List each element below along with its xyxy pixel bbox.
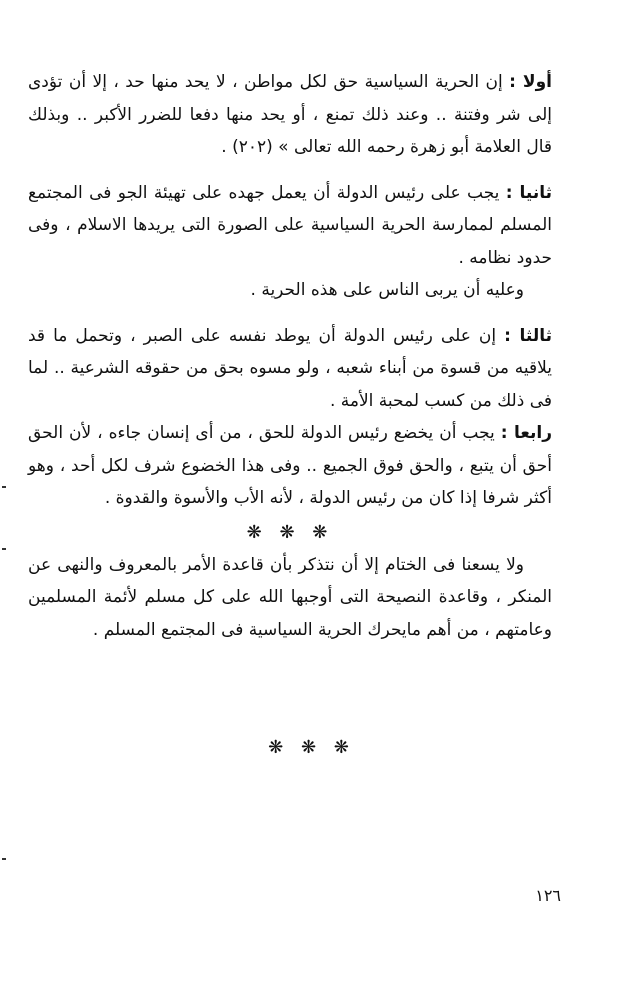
paragraph-education [28, 274, 552, 307]
section-separator: ❋ ❋ ❋ [246, 521, 334, 543]
paragraph-second [28, 177, 552, 275]
paragraph-lead: ثانيا : [505, 182, 552, 203]
scan-mark [2, 548, 6, 550]
paragraph-lead: رابعا : [500, 423, 552, 443]
paragraph-lead: أولا : [509, 72, 552, 92]
paragraph-fourth [28, 417, 552, 515]
scan-mark [2, 486, 6, 488]
paragraph-closing [28, 549, 552, 647]
paragraph-lead: ثالثا : [504, 325, 552, 346]
scan-mark [2, 858, 6, 860]
page-number: ١٢٦ [535, 886, 561, 905]
paragraph-third [28, 320, 552, 418]
paragraph-text: وعليه أن يربى الناس على هذه الحرية . [250, 280, 524, 300]
paragraph-first [28, 66, 552, 164]
page-body [28, 66, 552, 646]
paragraph-text: يجب أن يخضع رئيس الدولة للحق ، من أى إنسان جاءه ، لأن الحق أحق أن يتبع ، والحق فوق الجميع .. وفى هذا الخضوع شرف لكل أحد ، وهو أكثر شرفا إذا كان من رئيس الدولة ، لأنه الأب والأسوة والقدوة . [28, 423, 552, 508]
paragraph-text: إن الحرية السياسية حق لكل مواطن ، لا يحد منها حد ، إلا أن تؤدى إلى شر وفتنة .. وعند ذلك تمنع ، أو يحد منها دفعا للضرر الأكبر .. وبذلك قال العلامة أبو زهرة رحمه الله تعالى » (٢٠٢) . [28, 72, 552, 157]
end-separator: ❋ ❋ ❋ [268, 737, 355, 758]
paragraph-text: إن على رئيس الدولة أن يوطد نفسه على الصبر ، وتحمل ما قد يلاقيه من قسوة من أبناء شعبه ، ولو مسوه بحق من حقوقه الشرعية .. لما فى ذلك من كسب لمحبة الأمة . [28, 325, 552, 411]
paragraph-text: ولا يسعنا فى الختام إلا أن نتذكر بأن قاعدة الأمر بالمعروف والنهى عن المنكر ، وقاعدة النصيحة التى أوجبها الله على كل مسلم لأئمة المسلمين وعامتهم ، من أهم مايحرك الحرية السياسية فى المجتمع المسلم . [28, 554, 552, 640]
paragraph-text: يجب على رئيس الدولة أن يعمل جهده على تهيئة الجو فى المجتمع المسلم لممارسة الحرية السياسية على الصورة التى يريدها الاسلام ، وفى حدود نظامه . [28, 182, 552, 268]
